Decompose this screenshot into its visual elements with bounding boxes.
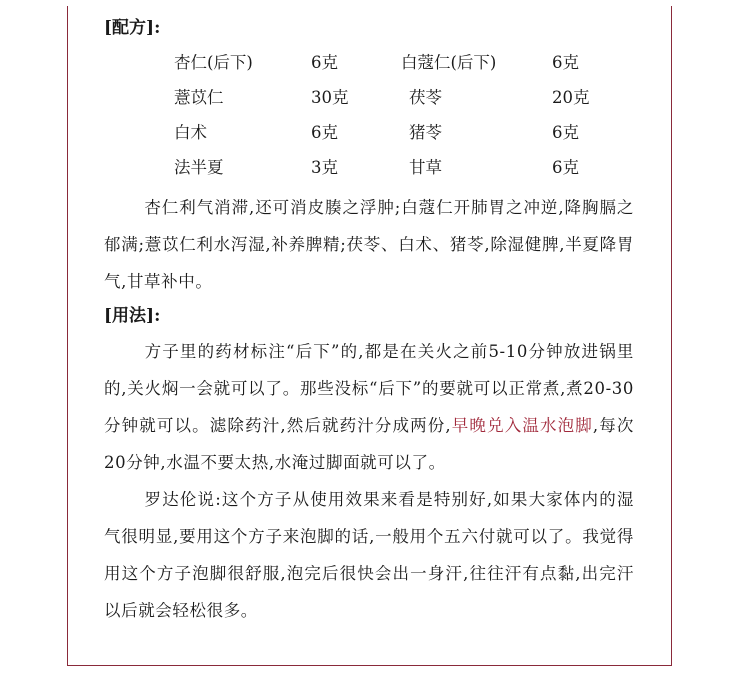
usage-highlight: 早晚兑入温水泡脚 [451, 416, 593, 435]
usage-text-a: 方子里的药材标注“后下”的,都是在关火之前5-10分钟放进锅里的,关火焖一会就可以了。那些没标“后下”的要就可以正常煮,煮20-30分钟就可以。滤除药汁,然后就药汁分成两份, [104, 342, 634, 435]
herb-name: 猪苓 [409, 123, 442, 142]
quote-text: 罗达伦说:这个方子从使用效果来看是特别好,如果大家体内的湿气很明显,要用这个方子来泡脚的话,一般用个五六付就可以了。我觉得用这个方子泡脚很舒服,泡完后很快会出一身汗,往往汗有点黏,出完汗以后就会轻松很多。 [104, 490, 634, 620]
usage-heading: [用法]: [104, 306, 161, 326]
herb-amount: 6克 [311, 123, 338, 142]
formula-heading: [配方]: [104, 18, 161, 38]
herb-amount: 6克 [552, 53, 579, 72]
formula-table [104, 45, 634, 185]
herb-name: 茯苓 [409, 88, 442, 107]
herb-amount: 20克 [552, 88, 590, 107]
herb-name: 白术 [174, 123, 207, 142]
formula-description [104, 189, 634, 300]
formula-description-text: 杏仁利气消滞,还可消皮腠之浮肿;白蔻仁开肺胃之冲逆,降胸膈之郁满;薏苡仁利水泻湿,补养脾精;茯苓、白术、猪苓,除湿健脾,半夏降胃气,甘草补中。 [104, 198, 634, 291]
usage-text-b: ,每次20分钟,水温不要太热,水淹过脚面就可以了。 [104, 416, 634, 472]
herb-amount: 6克 [552, 158, 579, 177]
formula-row [104, 115, 634, 150]
herb-amount: 30克 [311, 88, 349, 107]
formula-row [104, 80, 634, 115]
formula-row [104, 45, 634, 80]
herb-name: 杏仁(后下) [174, 53, 253, 72]
herb-name: 法半夏 [174, 158, 224, 177]
formula-row [104, 150, 634, 185]
herb-name: 薏苡仁 [174, 88, 224, 107]
herb-name: 甘草 [409, 158, 442, 177]
quote-paragraph [104, 481, 634, 629]
herb-amount: 6克 [311, 53, 338, 72]
herb-amount: 6克 [552, 123, 579, 142]
usage-paragraph [104, 333, 634, 481]
herb-amount: 3克 [311, 158, 338, 177]
herb-name: 白蔻仁(后下) [401, 53, 497, 72]
article-content [104, 12, 634, 629]
